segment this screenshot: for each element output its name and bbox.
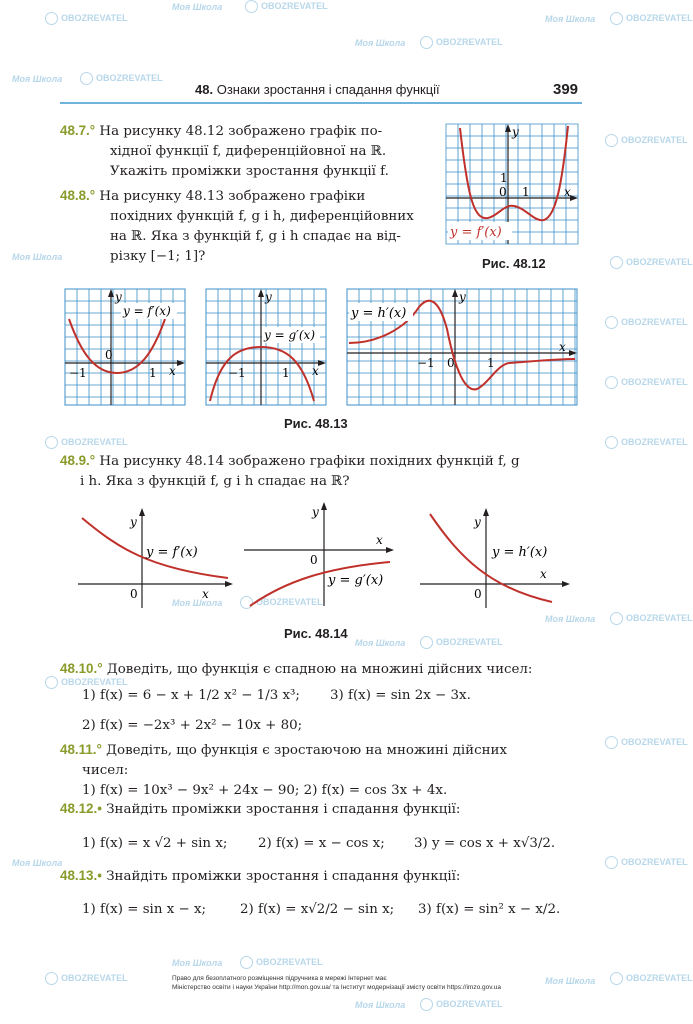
watermark: OBOZREVATEL: [45, 972, 128, 985]
problem-text: хідної функції f, диференційовної на ℝ.: [110, 144, 387, 159]
problem-48-7: [60, 121, 430, 182]
watermark: Моя Школа: [12, 858, 63, 868]
problem-text: На рисунку 48.13 зображено графіки: [99, 189, 366, 204]
problem-48-10: [60, 659, 620, 680]
arrow-icon: [225, 581, 233, 587]
problem-text: Укажіть проміжки зростання функції f.: [110, 164, 389, 179]
formula: 2) f(x) = x − cos x;: [258, 836, 385, 851]
watermark: OBOZREVATEL: [245, 0, 328, 13]
tick-label: 1: [149, 366, 157, 380]
problem-text: Доведіть, що функція є спадною на множині дійсних чисел:: [106, 662, 533, 677]
tick-label: 0: [105, 348, 113, 362]
watermark: OBOZREVATEL: [420, 998, 503, 1011]
problem-number: 48.7.°: [60, 123, 96, 138]
curve-f-prime: [69, 319, 165, 373]
tick-label: 0: [474, 587, 482, 601]
problem-48-8: [60, 186, 430, 267]
arrow-icon: [258, 289, 264, 297]
problem-text: і h. Яка з функцій f, g і h спадає на ℝ?: [80, 474, 350, 489]
formula: 2) f(x) = −2x³ + 2x² − 10x + 80;: [82, 718, 303, 733]
arrow-icon: [386, 547, 394, 553]
problem-text: похідних функцій f, g і h, диференційовних: [110, 209, 414, 224]
figure-48-13-f: [65, 289, 185, 405]
y-label: y: [115, 290, 122, 304]
tick-label: 0: [447, 356, 455, 370]
figure-caption: Рис. 48.14: [284, 626, 348, 641]
tick-label: 0: [499, 185, 507, 199]
curve-f-prime: [460, 126, 568, 220]
tick-label: 1: [282, 366, 290, 380]
tick-label: 0: [310, 553, 318, 567]
watermark: OBOZREVATEL: [45, 12, 128, 25]
figure-48-14-g: [244, 502, 394, 606]
y-label: y: [512, 125, 519, 139]
watermark: OBOZREVATEL: [80, 72, 163, 85]
figure-caption: Рис. 48.13: [284, 416, 348, 431]
section-title: Ознаки зростання і спадання функції: [216, 82, 440, 97]
watermark: OBOZREVATEL: [240, 956, 323, 969]
x-label: x: [540, 567, 547, 581]
arrow-icon: [321, 502, 327, 510]
arrow-icon: [139, 508, 145, 516]
watermark: OBOZREVATEL: [610, 12, 693, 25]
watermark: Моя Школа: [12, 74, 63, 84]
formula: 1) f(x) = 10x³ − 9x² + 24x − 90; 2) f(x) = cos 3x + 4x.: [82, 783, 448, 798]
figure-48-12: [446, 124, 578, 244]
formula: 3) f(x) = sin 2x − 3x.: [330, 688, 471, 703]
watermark: OBOZREVATEL: [605, 856, 688, 869]
curve-label: y = g′(x): [264, 328, 315, 342]
tick-label: −1: [228, 366, 246, 380]
x-label: x: [376, 533, 383, 547]
figure-48-13-g: [206, 289, 326, 405]
problem-48-9: [60, 451, 600, 492]
formula: 3) y = cos x + x√3/2.: [414, 836, 556, 851]
watermark: Моя Школа: [12, 252, 63, 262]
x-label: x: [169, 364, 176, 378]
watermark: OBOZREVATEL: [605, 376, 688, 389]
formula: 3) f(x) = sin² x − x/2.: [418, 902, 561, 917]
tick-label: −1: [417, 356, 435, 370]
formula: 1) f(x) = sin x − x;: [82, 902, 207, 917]
problem-number: 48.11.°: [60, 742, 102, 757]
watermark: Моя Школа: [355, 38, 406, 48]
curve-label: y = f′(x): [146, 545, 198, 560]
y-label: y: [474, 515, 481, 529]
watermark: Моя Школа: [172, 598, 223, 608]
watermark: OBOZREVATEL: [240, 596, 323, 609]
footer-line: Міністерство освіти і науки України http://mon.gov.ua/ та Інститут модернізації змісту освіти https://imzo.gov.ua: [172, 984, 502, 991]
watermark: Моя Школа: [545, 976, 596, 986]
problem-number: 48.13.•: [60, 868, 102, 883]
footer-line: Право для безоплатного розміщення підручника в мережі Інтернет має: [172, 975, 387, 982]
figure-48-13-h: [347, 289, 577, 405]
watermark: OBOZREVATEL: [605, 134, 688, 147]
y-label: y: [459, 290, 466, 304]
watermark: OBOZREVATEL: [610, 612, 693, 625]
figure-caption: Рис. 48.12: [482, 256, 546, 271]
watermark: OBOZREVATEL: [605, 736, 688, 749]
tick-label: 1: [500, 171, 508, 185]
problem-48-12: [60, 799, 620, 820]
figure-48-14-f: [78, 508, 233, 608]
header-rule: [60, 102, 582, 104]
watermark: Моя Школа: [172, 2, 223, 12]
tick-label: 1: [487, 356, 495, 370]
problem-text: чисел:: [82, 763, 129, 778]
watermark: OBOZREVATEL: [605, 316, 688, 329]
problem-text: Доведіть, що функція є зростаючою на множині дійсних: [106, 743, 507, 758]
problem-number: 48.10.°: [60, 661, 103, 676]
watermark: OBOZREVATEL: [605, 436, 688, 449]
problem-text: На рисунку 48.12 зображено графік по-: [99, 124, 383, 139]
curve-g-prime: [210, 347, 314, 401]
formula: 1) f(x) = 6 − x + 1/2 x² − 1/3 x³;: [82, 688, 300, 703]
arrow-icon: [569, 350, 577, 356]
formula: 1) f(x) = x √2 + sin x;: [82, 836, 228, 851]
arrow-icon: [562, 581, 570, 587]
page-number: 399: [553, 81, 579, 98]
watermark: OBOZREVATEL: [420, 36, 503, 49]
formula: 2) f(x) = x√2/2 − sin x;: [240, 902, 395, 917]
x-label: x: [559, 340, 566, 354]
watermark: Моя Школа: [172, 958, 223, 968]
problem-number: 48.12.•: [60, 801, 102, 816]
watermark: Моя Школа: [355, 638, 406, 648]
problem-48-11: [60, 740, 620, 801]
y-label: y: [130, 515, 137, 529]
problem-number: 48.9.°: [60, 453, 96, 468]
curve-label: y = f′(x): [450, 225, 502, 240]
watermark: OBOZREVATEL: [45, 676, 128, 689]
curve-label: y = f′(x): [123, 304, 171, 318]
watermark: OBOZREVATEL: [610, 256, 693, 269]
watermark: Моя Школа: [355, 1000, 406, 1010]
problem-48-13: [60, 866, 620, 887]
figure-48-14-h: [420, 508, 570, 608]
y-label: y: [312, 505, 319, 519]
tick-label: 1: [522, 185, 530, 199]
problem-text: різку [−1; 1]?: [110, 249, 206, 264]
y-label: y: [265, 290, 272, 304]
section-number: 48.: [195, 82, 214, 97]
x-label: x: [202, 587, 209, 601]
tick-label: −1: [69, 366, 87, 380]
curve-label: y = h′(x): [351, 306, 407, 321]
x-label: x: [312, 364, 319, 378]
watermark: Моя Школа: [545, 614, 596, 624]
tick-label: 0: [130, 587, 138, 601]
x-label: x: [564, 185, 571, 199]
footer: [172, 974, 501, 992]
watermark: OBOZREVATEL: [45, 436, 128, 449]
problem-text: Знайдіть проміжки зростання і спадання функції:: [106, 802, 461, 817]
curve-label: y = h′(x): [492, 545, 548, 560]
problem-number: 48.8.°: [60, 188, 96, 203]
running-header: [195, 82, 440, 97]
problem-text: Знайдіть проміжки зростання і спадання функції:: [106, 869, 461, 884]
curve-label: y = g′(x): [328, 573, 384, 588]
arrow-icon: [483, 508, 489, 516]
arrow-icon: [452, 289, 458, 297]
problem-text: На рисунку 48.14 зображено графіки похідних функцій f, g: [99, 454, 520, 469]
watermark: OBOZREVATEL: [420, 636, 503, 649]
watermark: OBOZREVATEL: [610, 972, 693, 985]
problem-text: на ℝ. Яка з функцій f, g і h спадає на від-: [110, 229, 401, 244]
watermark: Моя Школа: [545, 14, 596, 24]
